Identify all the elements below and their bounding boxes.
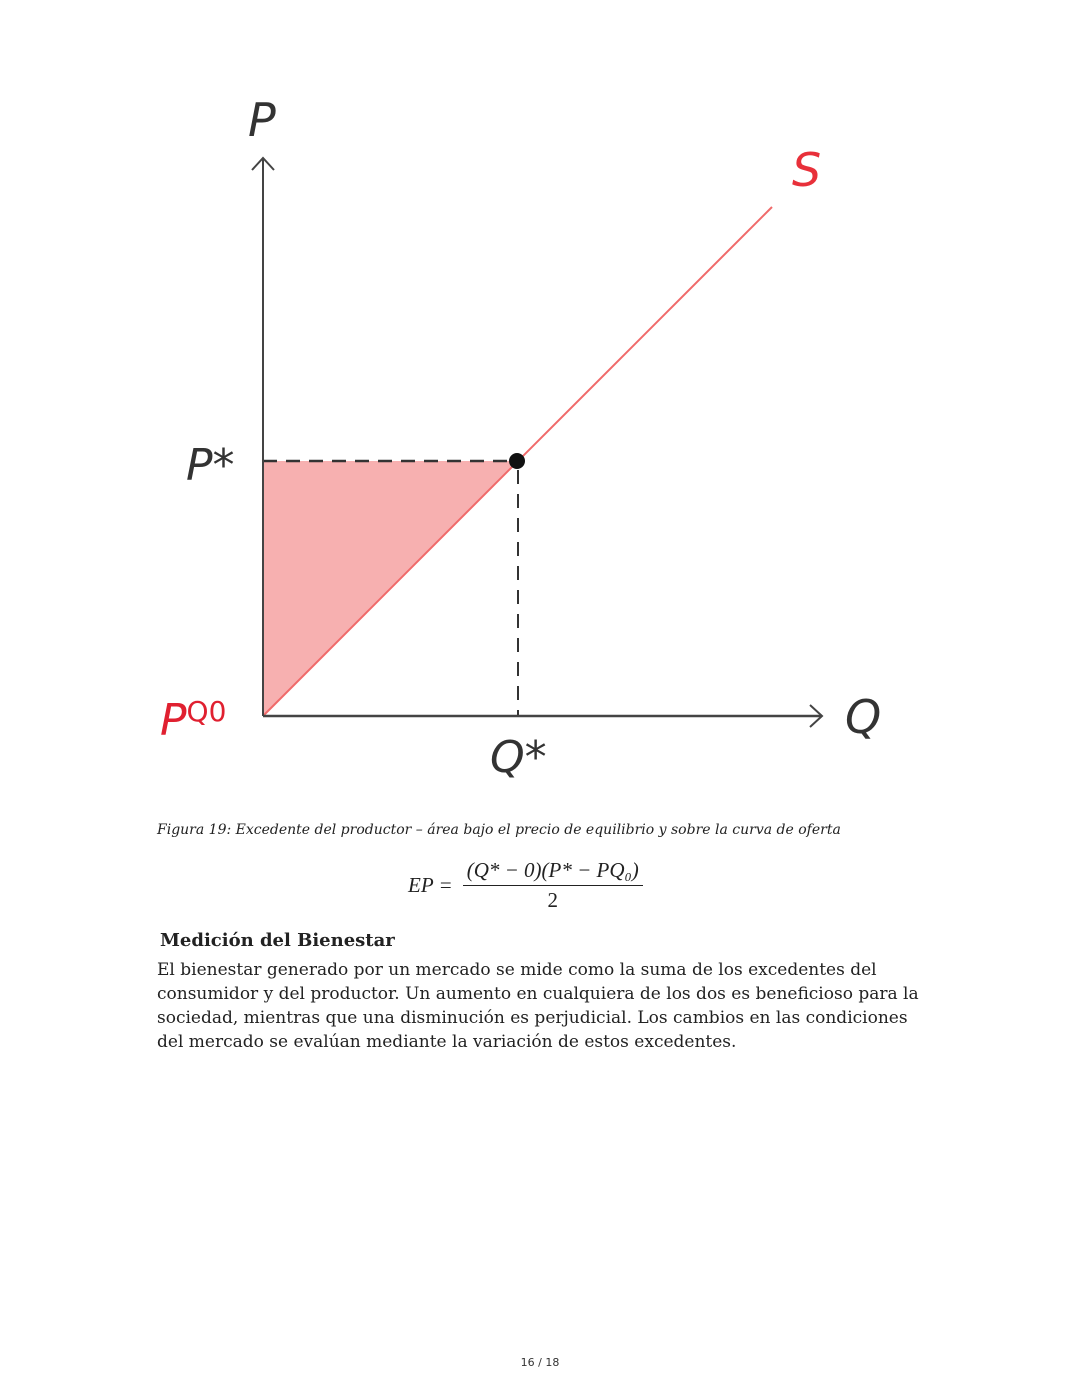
producer-surplus-formula [408, 858, 643, 913]
formula-lhs: EP = [408, 873, 453, 897]
section-paragraph: El bienestar generado por un mercado se mide como la suma de los excedentes del consumidor y del productor. Un aumento en cualquiera de los dos es beneficioso para la sociedad, mientras que una disminución es perjudicial. Los cambios en las condiciones del mercado se evalúan mediante la variación de estos excedentes. [157, 960, 919, 1052]
x-axis-label: Q [845, 690, 882, 744]
q-star-label: Q* [490, 732, 547, 783]
origin-label: $P^{Q0}$ [160, 695, 227, 746]
figure-caption: Figura 19: Excedente del productor – área bajo el precio de equilibrio y sobre la curva de oferta [157, 822, 841, 838]
section-heading: Medición del Bienestar [160, 930, 395, 951]
supply-label: S [792, 143, 822, 197]
formula-denominator: 2 [547, 888, 558, 912]
formula-numerator: (Q* − 0)(P* − PQ₀) [463, 858, 643, 886]
equilibrium-point [509, 453, 525, 469]
page-number: 16 / 18 [520, 1356, 560, 1369]
y-axis-label: P [248, 93, 276, 147]
formula-fraction [463, 858, 643, 913]
p-star-label: P* [186, 440, 235, 491]
